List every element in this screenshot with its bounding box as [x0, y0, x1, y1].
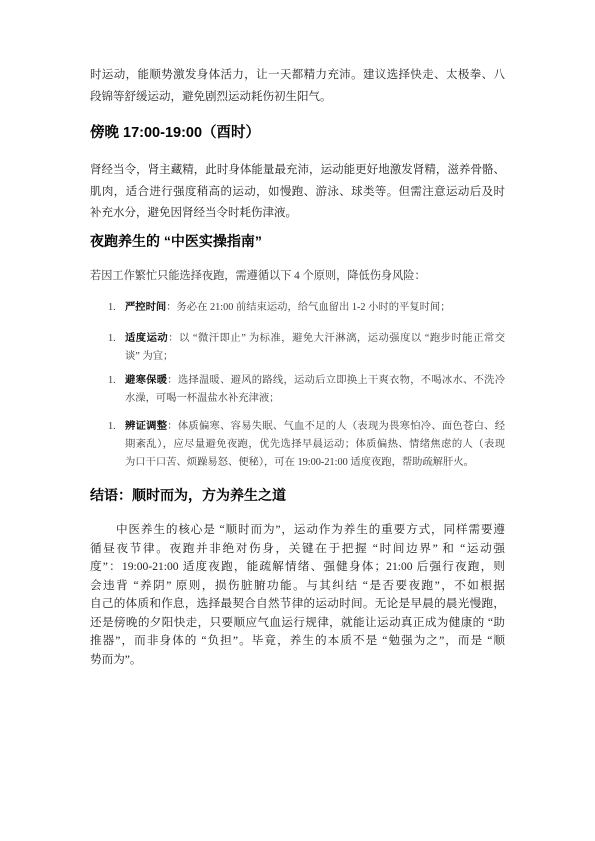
list-item-text: ：选择温暖、避风的路线，运动后立即换上干爽衣物，不喝冰水、不洗冷: [167, 375, 506, 386]
paragraph-line: 还是傍晚的夕阳快走，只要顺应气血运行规律，就能让运动真正成为健康的 “助: [90, 615, 505, 629]
paragraph-line: 中医养生的核心是 “顺时而为”，运动作为养生的重要方式，同样需要遵: [116, 523, 505, 536]
paragraph-line: 肌肉，适合进行强度稍高的运动，如慢跑、游泳、球类等。但需注意运动后及时: [90, 185, 505, 198]
list-item-body: [125, 372, 505, 408]
list-item-body: [125, 330, 505, 366]
list-item-line: 期紊乱），应尽量避免夜跑，优先选择早晨运动；体质偏热、情绪焦虑的人（表现: [125, 439, 505, 450]
list-item: [108, 418, 505, 472]
list-number: 1.: [108, 421, 116, 432]
paragraph-line: 段锦等舒缓运动，避免剧烈运动耗伤初生阳气。: [90, 91, 332, 103]
section-heading-night-run: 夜跑养生的 “中医实操指南”: [90, 233, 262, 249]
paragraph-line: 势而为”。: [90, 652, 142, 666]
night-run-intro: [90, 266, 505, 286]
list-item-line: 水澡，可喝一杯温盐水补充津液；: [125, 393, 280, 404]
list-item: [108, 299, 505, 317]
list-number: 1.: [108, 333, 116, 344]
paragraph-line: 补充水分，避免因肾经当令时耗伤津液。: [90, 207, 297, 219]
section-heading-dusk: 傍晚 17:00-19:00（酉时）: [90, 125, 261, 141]
list-item-text: ：体质偏寒、容易失眠、气血不足的人（表现为畏寒怕冷、面色苍白、经: [167, 421, 506, 432]
paragraph-line: 若因工作繁忙只能选择夜跑，需遵循以下 4 个原则，降低伤身风险：: [90, 270, 426, 282]
list-item-label: 避寒保暖: [125, 375, 168, 386]
conclusion-paragraph: [90, 521, 505, 669]
list-item-line: 为口干口苦、烦躁易怒、便秘），可在 19:00-21:00 适度夜跑，帮助疏解肝火。: [125, 457, 474, 468]
list-item-label: 辨证调整: [125, 421, 168, 432]
list-item-line: [125, 299, 505, 317]
paragraph-line: 度”：19:00-21:00 适度夜跑，能疏解情绪、强健身体；21:00 后强行夜跑，则: [90, 560, 505, 573]
morning-paragraph: [90, 64, 505, 108]
list-item-body: [125, 418, 505, 472]
paragraph-line: 循昼夜节律。夜跑并非绝对伤身，关键在于把握 “时间边界” 和 “运动强: [90, 541, 505, 555]
list-item-line: 谈” 为宜；: [125, 351, 174, 362]
paragraph-line: 肾经当令，肾主藏精，此时身体能量最充沛，运动能更好地激发肾精，滋养骨骼、: [90, 164, 505, 176]
list-number: 1.: [108, 375, 116, 386]
dusk-paragraph: [90, 160, 505, 225]
list-item-line: [125, 372, 505, 390]
list-item: [108, 330, 505, 366]
paragraph-line: 推器”，而非身体的 “负担”。毕竟，养生的本质不是 “勉强为之”，而是 “顺: [90, 634, 505, 647]
paragraph-line: 自己的体质和作息，选择最契合自然节律的运动时间。无论是早晨的晨光慢跑，: [90, 597, 505, 610]
list-item-text: ：务必在 21:00 前结束运动，给气血留出 1-2 小时的平复时间；: [166, 302, 451, 313]
list-item-body: [125, 299, 505, 317]
paragraph-line: 会违背 “养阴” 原则，损伤脏腑功能。与其纠结 “是否要夜跑”，不如根据: [90, 578, 505, 592]
section-heading-conclusion: 结语：顺时而为，方为养生之道: [90, 487, 286, 503]
list-item: [108, 372, 505, 408]
paragraph-line: 时运动，能顺势激发身体活力，让一天都精力充沛。建议选择快走、太极拳、八: [90, 69, 505, 81]
list-item-label: 严控时间: [125, 302, 167, 313]
list-item-line: [125, 418, 505, 436]
list-item-text: ：以 “微汗即止” 为标准，避免大汗淋漓，运动强度以 “跑步时能正常交: [168, 333, 505, 344]
list-item-label: 适度运动: [125, 333, 169, 344]
list-item-line: [125, 330, 505, 348]
list-number: 1.: [108, 302, 116, 313]
